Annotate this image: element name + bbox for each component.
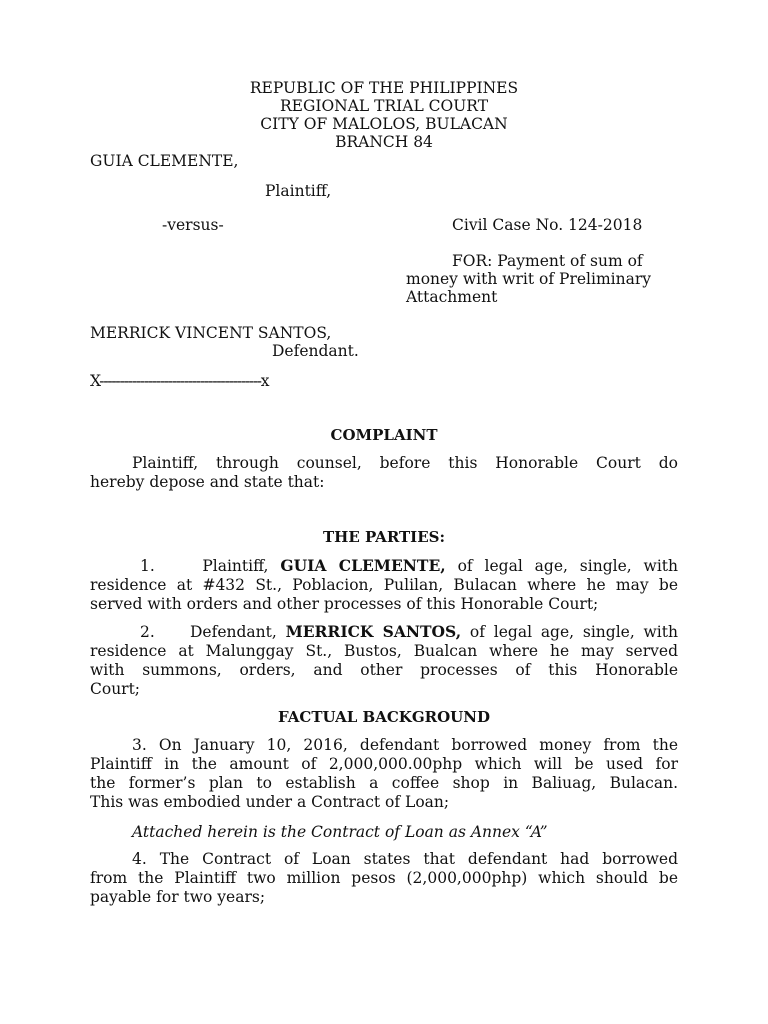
plaintiff-name-bold: GUIA CLEMENTE, xyxy=(280,556,446,575)
paragraph-2-lead: Defendant, xyxy=(189,623,277,641)
paragraph-1-line-1 xyxy=(90,556,678,576)
paragraph-1-line-2: residence at #432 St., Poblacion, Pulilan, Bulacan where he may be xyxy=(90,576,678,594)
case-for-line-3: Attachment xyxy=(406,288,498,306)
caption-city: CITY OF MALOLOS, BULACAN xyxy=(260,115,508,133)
paragraph-4-line-3: payable for two years; xyxy=(90,888,266,906)
paragraph-4 xyxy=(90,850,678,907)
paragraph-1-line-3: served with orders and other processes of this Honorable Court; xyxy=(90,595,599,613)
paragraph-3-line-3: the former’s plan to establish a coffee shop in Baliuag, Bulacan. xyxy=(90,774,678,792)
section-heading-parties: THE PARTIES: xyxy=(323,528,445,546)
paragraph-2 xyxy=(90,622,678,699)
case-for-line-2: money with writ of Preliminary xyxy=(406,270,651,288)
paragraph-1-number: 1. xyxy=(140,557,155,575)
paragraph-1-lead: Plaintiff, xyxy=(202,557,269,575)
caption-republic: REPUBLIC OF THE PHILIPPINES xyxy=(249,79,519,97)
paragraph-3 xyxy=(90,736,678,812)
paragraph-3-line-2: Plaintiff in the amount of 2,000,000.00php which will be used for xyxy=(90,755,678,773)
caption-court: REGIONAL TRIAL COURT xyxy=(279,97,489,115)
caption-branch: BRANCH 84 xyxy=(335,133,433,151)
paragraph-1-rest: of legal age, single, with xyxy=(457,557,678,575)
paragraph-4-line-2: from the Plaintiff two million pesos (2,000,000php) which should be xyxy=(90,869,678,887)
intro-line-2: hereby depose and state that: xyxy=(90,473,325,491)
case-for-line-1: FOR: Payment of sum of xyxy=(452,252,643,270)
paragraph-2-line-4: Court; xyxy=(90,680,141,698)
paragraph-1 xyxy=(90,556,678,614)
paragraph-3-line-1: 3. On January 10, 2016, defendant borrowed money from the xyxy=(132,736,678,754)
paragraph-2-line-2: residence at Malunggay St., Bustos, Bualcan where he may served xyxy=(90,642,678,660)
annex-note-text: Attached herein is the Contract of Loan as Annex “A” xyxy=(132,823,548,841)
annex-note xyxy=(132,823,548,841)
caption-separator: X----------------------------------------x xyxy=(90,372,269,390)
paragraph-2-number: 2. xyxy=(140,623,155,641)
defendant-name-bold: MERRICK SANTOS, xyxy=(285,622,462,641)
paragraph-2-line-3: with summons, orders, and other processes of this Honorable xyxy=(90,661,678,679)
paragraph-2-line-1 xyxy=(90,622,678,642)
paragraph-4-line-1: 4. The Contract of Loan states that defendant had borrowed xyxy=(132,850,678,868)
versus-label: -versus- xyxy=(162,216,224,234)
plaintiff-role: Plaintiff, xyxy=(265,182,332,200)
plaintiff-name: GUIA CLEMENTE, xyxy=(90,152,239,170)
intro-paragraph xyxy=(90,454,678,492)
defendant-role: Defendant. xyxy=(272,342,359,360)
case-number: Civil Case No. 124-2018 xyxy=(452,216,643,234)
defendant-name: MERRICK VINCENT SANTOS, xyxy=(90,324,332,342)
section-heading-facts: FACTUAL BACKGROUND xyxy=(278,708,490,726)
document-title: COMPLAINT xyxy=(330,426,438,444)
paragraph-2-rest: of legal age, single, with xyxy=(469,623,678,641)
paragraph-3-line-4: This was embodied under a Contract of Loan; xyxy=(90,793,450,811)
intro-line-1: Plaintiff, through counsel, before this Honorable Court do xyxy=(132,454,678,472)
